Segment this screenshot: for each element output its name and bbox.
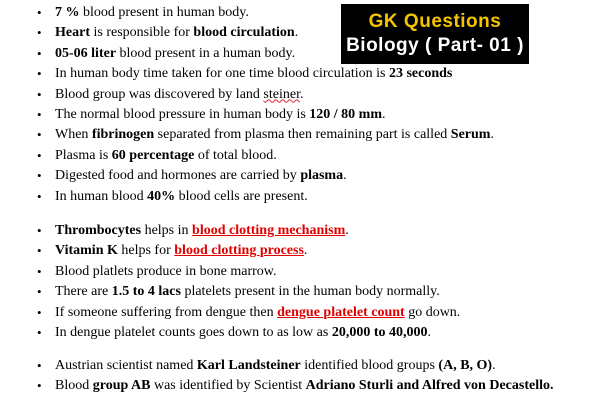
- bold-term: Karl Landsteiner: [196, 358, 301, 373]
- highlighted-term: blood clotting mechanism: [192, 223, 346, 238]
- highlighted-term: blood clotting process: [174, 243, 304, 259]
- fact-text: .: [299, 86, 304, 102]
- bold-term: Serum: [450, 127, 491, 143]
- bold-term: Heart: [55, 25, 90, 41]
- fact-item: [0, 376, 600, 396]
- title-heading: GK Questions: [368, 11, 502, 32]
- bold-term: 1.5 to 4 lacs: [111, 284, 181, 300]
- fact-text: In human blood: [55, 188, 148, 204]
- bullet-icon: •: [37, 223, 42, 238]
- fact-text: .: [303, 243, 308, 259]
- fact-text: .: [345, 223, 349, 238]
- bullet-icon: •: [37, 147, 42, 163]
- bullet-icon: •: [37, 263, 42, 279]
- title-subheading: Biology ( Part- 01 ): [346, 35, 524, 56]
- fact-text: blood present in a human body.: [116, 45, 296, 61]
- bold-term: fibrinogen: [91, 127, 155, 143]
- fact-text: Digested food and hormones are carried by: [55, 168, 301, 184]
- fact-item: [0, 146, 600, 166]
- fact-list-group-1: [0, 3, 600, 207]
- bold-term: blood circulation: [193, 25, 295, 41]
- bold-term: plasma: [300, 168, 344, 184]
- fact-list-group-2: [0, 221, 600, 343]
- fact-text: .: [294, 25, 299, 41]
- fact-text: platelets present in the human body normally.: [180, 284, 440, 300]
- fact-item: [0, 221, 600, 241]
- fact-text: helps in: [141, 223, 193, 238]
- bullet-icon: •: [37, 127, 42, 143]
- bold-term: 20,000 to 40,000: [331, 324, 428, 340]
- fact-text: In dengue platelet counts goes down to as low as: [55, 324, 332, 340]
- fact-item: [0, 303, 600, 323]
- bold-term: 05-06 liter: [55, 45, 117, 61]
- bold-term: 40%: [147, 188, 176, 204]
- fact-text: identified blood groups: [300, 358, 439, 373]
- fact-item: [0, 125, 600, 145]
- fact-item: [0, 44, 600, 64]
- bullet-icon: •: [37, 45, 42, 61]
- fact-item: [0, 23, 600, 43]
- bullet-icon: •: [37, 378, 42, 394]
- fact-text: of total blood.: [194, 147, 277, 163]
- bold-term: Thrombocytes: [55, 223, 142, 238]
- bullet-icon: •: [37, 86, 42, 102]
- fact-text: helps for: [117, 243, 175, 259]
- fact-text: was identified by Scientist: [150, 378, 306, 394]
- bullet-icon: •: [37, 25, 42, 41]
- fact-text: blood present in human body.: [79, 5, 249, 20]
- fact-item: [0, 3, 600, 23]
- bold-term: 23 seconds: [388, 66, 453, 82]
- fact-item: [0, 323, 600, 343]
- bullet-icon: •: [37, 304, 42, 320]
- bullet-icon: •: [37, 5, 42, 20]
- bold-term: group AB: [92, 378, 151, 394]
- fact-item: [0, 262, 600, 282]
- fact-item: [0, 64, 600, 84]
- fact-text: go down.: [404, 304, 461, 320]
- bullet-icon: •: [37, 106, 42, 122]
- fact-item: [0, 166, 600, 186]
- fact-item: [0, 105, 600, 125]
- fact-text: Blood: [55, 378, 93, 394]
- fact-text: Blood group was discovered by land: [55, 86, 264, 102]
- bullet-icon: •: [37, 324, 42, 340]
- bold-term: Adriano Sturli and Alfred von Decastello.: [305, 378, 554, 394]
- fact-item: [0, 85, 600, 105]
- fact-text: There are: [55, 284, 112, 300]
- fact-item: [0, 356, 600, 376]
- bold-term: 120 / 80 mm: [309, 106, 383, 122]
- bold-term: (A, B, O): [438, 358, 493, 373]
- bullet-icon: •: [37, 358, 42, 373]
- fact-list-group-3: [0, 356, 600, 397]
- fact-text: The normal blood pressure in human body is: [55, 106, 310, 122]
- bold-term: 7 %: [55, 5, 80, 20]
- bullet-icon: •: [37, 243, 42, 259]
- fact-text: .: [427, 324, 431, 340]
- fact-text: blood cells are present.: [175, 188, 308, 204]
- fact-text: steiner: [263, 86, 300, 102]
- fact-text: .: [490, 127, 494, 143]
- fact-text: is responsible for: [89, 25, 194, 41]
- fact-item: [0, 282, 600, 302]
- fact-item: [0, 187, 600, 207]
- fact-text: In human body time taken for one time blood circulation is: [55, 66, 389, 82]
- fact-text: When: [55, 127, 92, 143]
- fact-text: Austrian scientist named: [55, 358, 197, 373]
- bullet-icon: •: [37, 66, 42, 82]
- fact-text: .: [343, 168, 347, 184]
- bullet-icon: •: [37, 188, 42, 204]
- fact-text: .: [492, 358, 496, 373]
- bullet-icon: •: [37, 284, 42, 300]
- fact-text: If someone suffering from dengue then: [55, 304, 278, 320]
- fact-text: .: [382, 106, 386, 122]
- bullet-icon: •: [37, 168, 42, 184]
- highlighted-term: dengue platelet count: [277, 304, 405, 320]
- bold-term: Vitamin K: [55, 243, 118, 259]
- fact-item: [0, 241, 600, 261]
- fact-text: separated from plasma then remaining part is called: [154, 127, 451, 143]
- fact-text: Plasma is: [55, 147, 112, 163]
- fact-text: Blood platlets produce in bone marrow.: [55, 263, 277, 279]
- bold-term: 60 percentage: [111, 147, 195, 163]
